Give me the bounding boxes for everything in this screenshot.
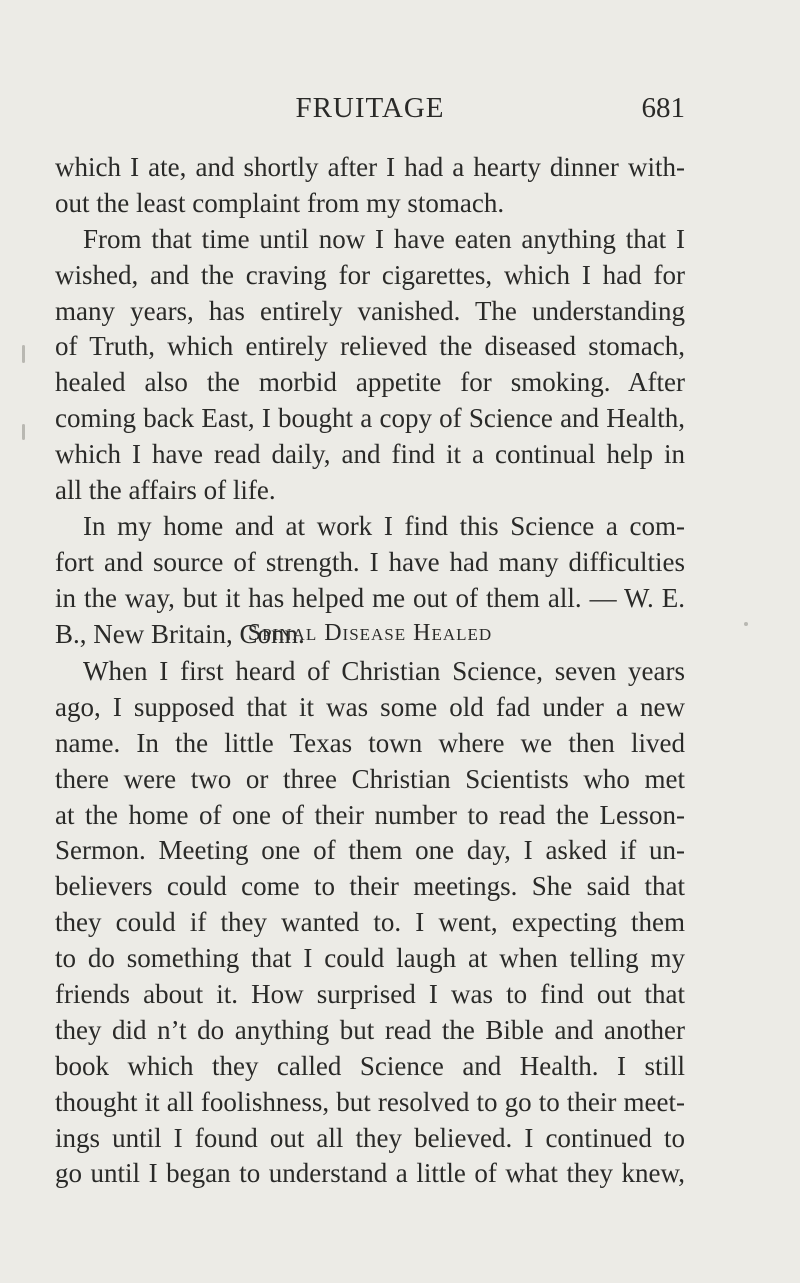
text-line: ago, I supposed that it was some old fad under a new [55,691,685,722]
text-line: in the way, but it has helped me out of them all. — W. E. [55,582,685,613]
text-line: Sermon. Meeting one of them one day, I asked if un- [55,835,685,866]
text-line: believers could come to their meetings. She said that [55,871,685,902]
text-line: which I ate, and shortly after I had a hearty dinner with- [55,152,685,182]
text-line: thought it all foolishness, but resolved to go to their meet- [55,1086,685,1117]
text-line: In my home and at work I find this Science a com- [83,510,685,541]
text-line: fort and source of strength. I have had many difficulties [55,546,685,577]
text-line: healed also the morbid appetite for smoking. After [55,367,685,398]
paper-speck [22,424,25,440]
text-line: When I first heard of Christian Science, seven years [83,656,685,686]
text-block-bottom [55,654,685,1192]
text-line: out the least complaint from my stomach. [55,187,505,218]
running-title: FRUITAGE [295,92,445,124]
text-line: which I have read daily, and find it a continual help in [55,439,685,470]
text-line: From that time until now I have eaten anything that I [83,223,685,254]
text-line: friends about it. How surprised I was to find out that [55,979,685,1010]
text-line: B., New Britain, Conn. [55,618,305,649]
text-line: of Truth, which entirely relieved the diseased stomach, [55,331,685,362]
text-line: at the home of one of their number to read the Lesson- [55,799,685,830]
text-line: coming back East, I bought a copy of Science and Health, [55,403,685,434]
text-line: there were two or three Christian Scientists who met [55,763,685,794]
paper-speck [744,622,748,626]
paper-speck [22,345,25,363]
text-block-top [55,150,685,652]
text-line: many years, has entirely vanished. The understanding [55,295,685,326]
text-line: they could if they wanted to. I went, expecting them [55,907,685,938]
page-number: 681 [641,92,685,124]
text-line: to do something that I could laugh at when telling my [55,943,685,974]
text-line: ings until I found out all they believed. I continued to [55,1122,685,1153]
section-heading [55,620,685,647]
text-line: wished, and the craving for cigarettes, which I had for [55,259,685,290]
text-line: all the affairs of life. [55,475,276,506]
text-line: go until I began to understand a little of what they knew, [55,1158,685,1189]
text-line: they did n’t do anything but read the Bible and another [55,1014,685,1045]
running-head [55,92,685,132]
text-line: book which they called Science and Health. I still [55,1050,685,1081]
section-heading-text: Spinal Disease Healed [247,620,493,646]
text-line: name. In the little Texas town where we then lived [55,727,685,758]
